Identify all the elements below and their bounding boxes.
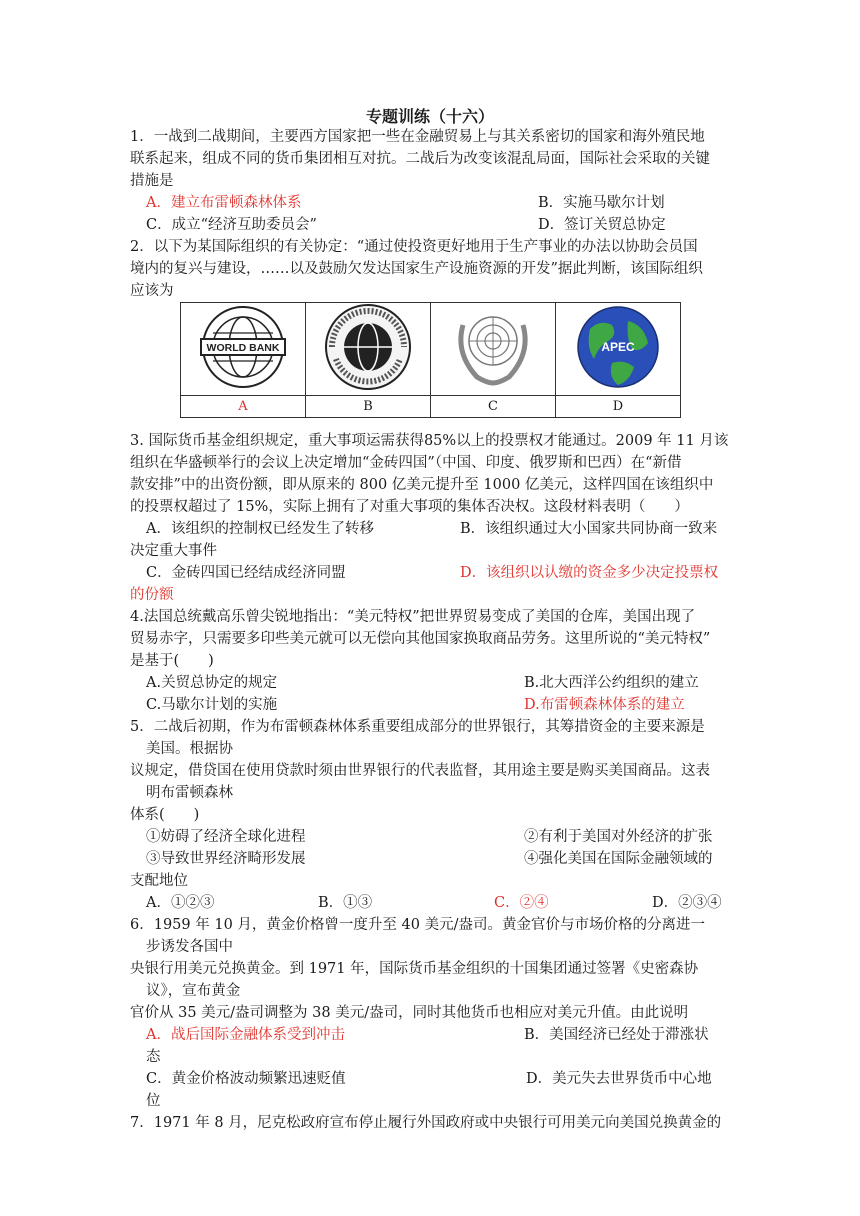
q1-option-c: C．成立“经济互助委员会” [146, 217, 317, 233]
q4-option-b: B.北大西洋公约组织的建立 [524, 675, 699, 691]
q4-stem-line2: 贸易赤字，只需要多印些美元就可以无偿向其他国家换取商品劳务。这里所说的“美元特权” [130, 631, 711, 647]
q6-option-d: D．美元失去世界货币中心地 [526, 1071, 712, 1087]
q4-stem-line3: 是基于( ) [130, 653, 214, 669]
q3-option-b: B．该组织通过大小国家共同协商一致来 [460, 521, 718, 537]
q5-statement-2: ②有利于美国对外经济的扩张 [524, 829, 713, 845]
q6-option-d-cont: 位 [146, 1093, 161, 1109]
logo-cell-d [556, 303, 681, 396]
q5-stem-line2: 议规定，借贷国在使用贷款时须由世界银行的代表监督，其用途主要是购买美国商品。这表 [130, 763, 710, 779]
q3-stem-line1: 3. 国际货币基金组织规定，重大事项运需获得85%以上的投票权才能通过。2009 年 11 月该 [130, 433, 729, 449]
q3-stem-line2: 组织在华盛顿举行的会议上决定增加“金砖四国”（中国、印度、俄罗斯和巴西）在“新借 [130, 455, 682, 471]
q5-option-c: C．②④ [494, 895, 549, 911]
q6-option-b: B．美国经济已经处于滞涨状 [524, 1027, 709, 1043]
q1-stem-line2: 联系起来，组成不同的货币集团相互对抗。二战后为改变该混乱局面，国际社会采取的关键 [130, 151, 710, 167]
q1-stem-line1: 1．一战到二战期间，主要西方国家把一些在金融贸易上与其关系密切的国家和海外殖民地 [130, 129, 705, 145]
logo-cell-c [431, 303, 556, 396]
logo-label-b: B [306, 396, 431, 418]
q6-option-c: C．黄金价格波动频繁迅速贬值 [146, 1071, 346, 1087]
svg-text:APEC: APEC [601, 340, 635, 354]
q5-option-d: D．②③④ [652, 895, 722, 911]
q3-option-b-cont: 决定重大事件 [130, 543, 217, 559]
q3-option-c: C．金砖四国已经结成经济同盟 [146, 565, 346, 581]
q1-option-a: A．建立布雷顿森林体系 [146, 195, 302, 211]
q6-stem-line3: 官价从 35 美元/盎司调整为 38 美元/盎司，同时其他货币也相应对美元升值。由此说明 [130, 1005, 689, 1021]
q6-option-b-cont: 态 [146, 1049, 161, 1065]
q5-statement-4: ④强化美国在国际金融领域的 [524, 851, 713, 867]
q3-stem-line3: 款安排”中的出资份额，即从原来的 800 亿美元提升至 1000 亿美元，这样四国在该组织中 [130, 477, 714, 493]
page-title: 专题训练（十六） [365, 107, 494, 126]
q4-option-c: C.马歇尔计划的实施 [146, 697, 278, 713]
world-bank-logo-icon [193, 303, 293, 391]
q4-option-d: D.布雷顿森林体系的建立 [524, 697, 685, 713]
q5-stem-line1-wrap: 美国。根据协 [146, 741, 233, 757]
q6-stem-line1-wrap: 步诱发各国中 [146, 939, 233, 955]
q3-option-d-cont: 的份额 [130, 587, 174, 603]
q3-option-a: A．该组织的控制权已经发生了转移 [146, 521, 374, 537]
q2-stem-line1: 2．以下为某国际组织的有关协定：“通过使投资更好地用于生产事业的办法以协助会员国 [130, 239, 698, 255]
imf-logo-icon [318, 303, 418, 391]
svg-text:WORLD BANK: WORLD BANK [206, 342, 280, 354]
q2-stem-line3: 应该为 [130, 283, 174, 299]
q6-stem-line2-wrap: 议》，宣布黄金 [146, 983, 241, 999]
q6-stem-line2: 央银行用美元兑换黄金。到 1971 年，国际货币基金组织的十国集团通过签署《史密森协 [130, 961, 699, 977]
logo-label-d: D [556, 396, 681, 418]
q6-stem-line1: 6．1959 年 10 月，黄金价格曾一度升至 40 美元/盎司。黄金官价与市场价格的分离进一 [130, 917, 705, 933]
q3-stem-line4: 的投票权超过了 15%，实际上拥有了对重大事项的集体否决权。这段材料表明（ ） [130, 499, 689, 515]
q4-stem-line1: 4.法国总统戴高乐曾尖锐地指出：“美元特权”把世界贸易变成了美国的仓库，美国出现了 [130, 609, 696, 625]
q3-option-d: D．该组织以认缴的资金多少决定投票权 [460, 565, 719, 581]
q6-option-a: A．战后国际金融体系受到冲击 [146, 1027, 345, 1043]
logo-cell-b [306, 303, 431, 396]
logo-label-a: A [181, 396, 306, 418]
q2-logo-table [180, 302, 681, 418]
q5-option-b: B．①③ [318, 895, 373, 911]
q5-statement-3: ③导致世界经济畸形发展 [146, 851, 306, 867]
q5-statement-4-cont: 支配地位 [130, 873, 188, 889]
q1-option-d: D．签订关贸总协定 [538, 217, 666, 233]
q5-option-a: A．①②③ [146, 895, 215, 911]
q1-stem-line3: 措施是 [130, 173, 174, 189]
q5-stem-line1: 5．二战后初期，作为布雷顿森林体系重要组成部分的世界银行，其筹措资金的主要来源是 [130, 719, 705, 735]
q5-stem-line3: 体系( ) [130, 807, 200, 823]
q1-option-b: B．实施马歇尔计划 [538, 195, 665, 211]
q4-option-a: A.关贸总协定的规定 [146, 675, 278, 691]
apec-globe-icon [568, 303, 668, 391]
q5-stem-line2-wrap: 明布雷顿森林 [146, 785, 233, 801]
q7-stem-line1: 7．1971 年 8 月，尼克松政府宣布停止履行外国政府或中央银行可用美元向美国兑换黄金的 [130, 1115, 722, 1131]
un-emblem-icon [443, 303, 543, 391]
q2-stem-line2: 境内的复兴与建设，……以及鼓励欠发达国家生产设施资源的开发”据此判断，该国际组织 [130, 261, 703, 277]
logo-label-c: C [431, 396, 556, 418]
q5-statement-1: ①妨碍了经济全球化进程 [146, 829, 306, 845]
logo-cell-a [181, 303, 306, 396]
